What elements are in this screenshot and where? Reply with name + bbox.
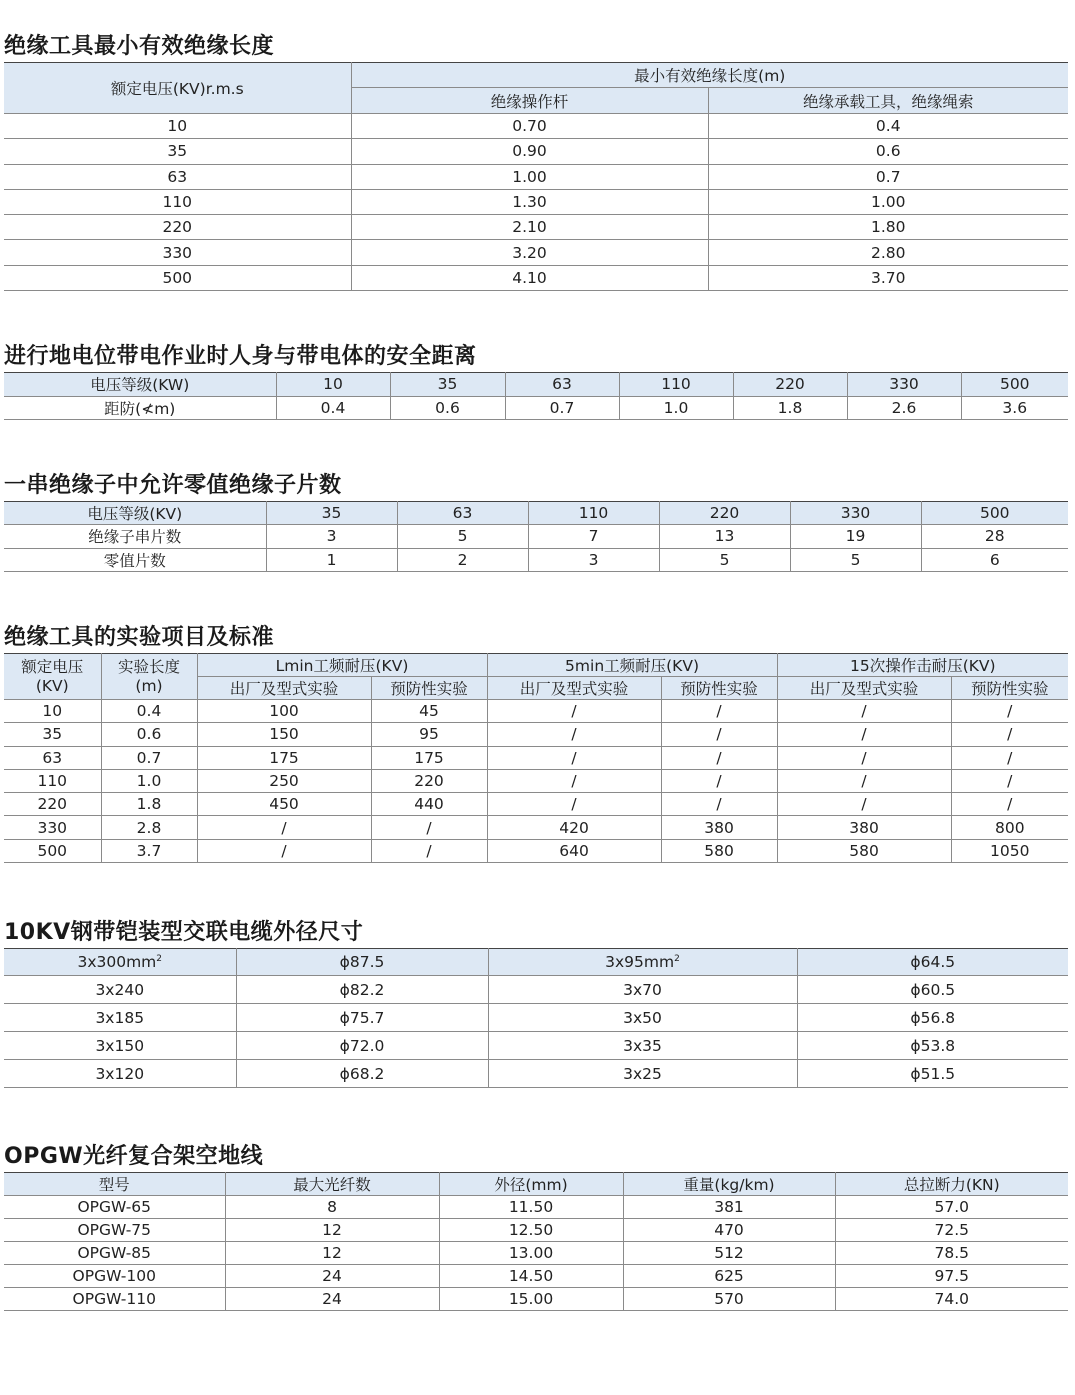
header-preventive-test: 预防性实验 — [371, 677, 487, 700]
table-cell: ϕ56.8 — [797, 1004, 1068, 1032]
table-cell: 1.8 — [733, 396, 847, 420]
table-cell: 330 — [4, 816, 101, 839]
table-cell: 总拉断力(KN) — [835, 1173, 1068, 1196]
section-min-insulation-length — [4, 32, 1068, 291]
table-cell: 500 — [961, 373, 1068, 397]
table-cell: 5 — [790, 548, 921, 571]
table-cell: 97.5 — [835, 1265, 1068, 1288]
table-row — [4, 114, 1068, 139]
table-cell: 1.8 — [101, 793, 197, 816]
table-cell: / — [661, 700, 777, 723]
min-insulation-length-table — [4, 62, 1068, 291]
table-body — [4, 976, 1068, 1088]
table-row — [4, 1060, 1068, 1088]
table-cell: 450 — [197, 793, 371, 816]
table-cell: 63 — [397, 502, 528, 525]
table-cell: 220 — [4, 215, 351, 240]
header-preventive-test: 预防性实验 — [661, 677, 777, 700]
section-title: 绝缘工具的实验项目及标准 — [4, 625, 275, 650]
section-title: 10KV钢带铠装型交联电缆外径尺寸 — [4, 920, 364, 945]
header-test-length-line2: (m) — [135, 676, 163, 695]
table-cell: / — [197, 816, 371, 839]
table-cell: 11.50 — [439, 1196, 623, 1219]
table-cell: / — [197, 839, 371, 862]
table-cell: 电压等级(KW) — [4, 373, 276, 397]
header-size-b-text: 3x95mm — [605, 953, 675, 971]
table-cell: 330 — [790, 502, 921, 525]
header-load-tools: 绝缘承载工具，绝缘绳索 — [708, 88, 1068, 114]
table-cell: ϕ53.8 — [797, 1032, 1068, 1060]
header-5min-power-frequency: 5min工频耐压(KV) — [487, 654, 777, 677]
table-cell: 420 — [487, 816, 661, 839]
table-cell: / — [371, 816, 487, 839]
table-cell: 380 — [777, 816, 951, 839]
header-factory-test: 出厂及型式实验 — [777, 677, 951, 700]
table-cell: / — [951, 793, 1068, 816]
table-row — [4, 839, 1068, 862]
table-cell: OPGW-110 — [4, 1288, 225, 1311]
table-cell: 电压等级(KV) — [4, 502, 266, 525]
table-cell: 625 — [623, 1265, 835, 1288]
table-cell: 3x150 — [4, 1032, 236, 1060]
table-cell: 13 — [659, 525, 790, 548]
table-cell: 5 — [397, 525, 528, 548]
table-cell: 12 — [225, 1219, 439, 1242]
header-rated-voltage — [4, 654, 101, 700]
table-cell: 220 — [733, 373, 847, 397]
header-size-b — [488, 949, 797, 976]
section-title: 绝缘工具最小有效绝缘长度 — [4, 34, 275, 59]
header-min-length: 最小有效绝缘长度(m) — [351, 63, 1068, 88]
table-cell: 3x50 — [488, 1004, 797, 1032]
header-diameter-b: ϕ64.5 — [797, 949, 1068, 976]
table-cell: 4.10 — [351, 265, 708, 290]
table-cell: 330 — [847, 373, 961, 397]
section-insulation-tool-tests — [4, 623, 1068, 863]
table-cell: 570 — [623, 1288, 835, 1311]
table-cell: 13.00 — [439, 1242, 623, 1265]
table-row — [4, 1219, 1068, 1242]
table-cell: 110 — [619, 373, 733, 397]
table-cell: 0.90 — [351, 139, 708, 164]
table-cell: ϕ60.5 — [797, 976, 1068, 1004]
table-cell: 10 — [4, 114, 351, 139]
section-zero-value-insulators — [4, 471, 1068, 572]
table-cell: 3.70 — [708, 265, 1068, 290]
table-row — [4, 265, 1068, 290]
section-title: 一串绝缘子中允许零值绝缘子片数 — [4, 473, 342, 498]
table-cell: 12.50 — [439, 1219, 623, 1242]
table-cell: 14.50 — [439, 1265, 623, 1288]
table-cell: 0.4 — [708, 114, 1068, 139]
table-cell: 型号 — [4, 1173, 225, 1196]
table-cell: 3x35 — [488, 1032, 797, 1060]
table-cell: 1.00 — [351, 164, 708, 189]
table-row — [4, 548, 1068, 571]
table-cell: 重量(kg/km) — [623, 1173, 835, 1196]
table-cell: 220 — [659, 502, 790, 525]
table-row — [4, 1288, 1068, 1311]
insulation-tool-tests-table — [4, 653, 1068, 863]
table-cell: 110 — [4, 769, 101, 792]
table-cell: 2.10 — [351, 215, 708, 240]
section-cable-outer-diameter — [4, 918, 1068, 1088]
table-cell: 0.7 — [708, 164, 1068, 189]
table-cell: 24 — [225, 1265, 439, 1288]
table-cell: 3x25 — [488, 1060, 797, 1088]
table-cell: 1.0 — [619, 396, 733, 420]
table-cell: 150 — [197, 723, 371, 746]
table-row — [4, 525, 1068, 548]
table-cell: 35 — [4, 723, 101, 746]
table-cell: 640 — [487, 839, 661, 862]
table-cell: 12 — [225, 1242, 439, 1265]
safety-distance-table — [4, 372, 1068, 420]
header-factory-test: 出厂及型式实验 — [487, 677, 661, 700]
header-size-a-text: 3x300mm — [77, 953, 157, 971]
table-cell: 175 — [197, 746, 371, 769]
table-cell: OPGW-100 — [4, 1265, 225, 1288]
table-cell: 1 — [266, 548, 397, 571]
superscript: 2 — [674, 954, 680, 964]
table-cell: 1.00 — [708, 189, 1068, 214]
table-row — [4, 793, 1068, 816]
table-cell: 3x240 — [4, 976, 236, 1004]
table-cell: 175 — [371, 746, 487, 769]
table-row — [4, 164, 1068, 189]
table-cell: 0.4 — [276, 396, 390, 420]
table-cell: 800 — [951, 816, 1068, 839]
table-cell: 2.8 — [101, 816, 197, 839]
section-opgw — [4, 1142, 1068, 1311]
table-cell: 35 — [4, 139, 351, 164]
table-row — [4, 1242, 1068, 1265]
table-cell: 220 — [4, 793, 101, 816]
table-cell: / — [487, 723, 661, 746]
table-cell: 3.7 — [101, 839, 197, 862]
table-cell: / — [661, 769, 777, 792]
table-cell: 3x185 — [4, 1004, 236, 1032]
table-cell: 2.6 — [847, 396, 961, 420]
table-cell: OPGW-65 — [4, 1196, 225, 1219]
table-cell: 1.30 — [351, 189, 708, 214]
table-cell: / — [487, 700, 661, 723]
header-test-length-line1: 实验长度 — [117, 657, 180, 676]
table-cell: 3.20 — [351, 240, 708, 265]
table-row — [4, 769, 1068, 792]
table-cell: 7 — [528, 525, 659, 548]
table-cell: 220 — [371, 769, 487, 792]
table-row — [4, 139, 1068, 164]
table-cell: OPGW-75 — [4, 1219, 225, 1242]
table-row — [4, 700, 1068, 723]
table-cell: / — [951, 723, 1068, 746]
table-cell: 440 — [371, 793, 487, 816]
table-cell: 45 — [371, 700, 487, 723]
table-cell: OPGW-85 — [4, 1242, 225, 1265]
table-cell: 72.5 — [835, 1219, 1068, 1242]
table-row — [4, 1004, 1068, 1032]
table-cell: / — [661, 746, 777, 769]
table-cell: 10 — [4, 700, 101, 723]
table-cell: 35 — [390, 373, 505, 397]
table-cell: 0.6 — [101, 723, 197, 746]
header-factory-test: 出厂及型式实验 — [197, 677, 371, 700]
table-row — [4, 502, 1068, 525]
header-rated-voltage-line1: 额定电压 — [21, 657, 84, 676]
header-15x-switching-impulse: 15次操作击耐压(KV) — [777, 654, 1068, 677]
table-row — [4, 373, 1068, 397]
table-cell: 0.6 — [390, 396, 505, 420]
header-diameter-a: ϕ87.5 — [236, 949, 488, 976]
table-row — [4, 1265, 1068, 1288]
table-row — [4, 189, 1068, 214]
table-body — [4, 114, 1068, 291]
table-row — [4, 746, 1068, 769]
header-insulating-rod: 绝缘操作杆 — [351, 88, 708, 114]
table-cell: 5 — [659, 548, 790, 571]
table-cell: 63 — [4, 746, 101, 769]
table-cell: 74.0 — [835, 1288, 1068, 1311]
opgw-table — [4, 1172, 1068, 1311]
table-row — [4, 1196, 1068, 1219]
section-title: OPGW光纤复合架空地线 — [4, 1144, 264, 1169]
table-cell: 500 — [921, 502, 1068, 525]
table-cell: 110 — [4, 189, 351, 214]
table-cell: / — [777, 793, 951, 816]
section-title: 进行地电位带电作业时人身与带电体的安全距离 — [4, 344, 477, 369]
table-cell: 500 — [4, 839, 101, 862]
table-cell: / — [777, 769, 951, 792]
table-cell: ϕ75.7 — [236, 1004, 488, 1032]
table-cell: 2.80 — [708, 240, 1068, 265]
table-cell: 0.6 — [708, 139, 1068, 164]
table-body — [4, 373, 1068, 420]
table-row — [4, 215, 1068, 240]
table-cell: 3x70 — [488, 976, 797, 1004]
table-cell: ϕ51.5 — [797, 1060, 1068, 1088]
table-cell: 63 — [505, 373, 619, 397]
table-cell: 24 — [225, 1288, 439, 1311]
table-cell: / — [661, 793, 777, 816]
table-cell: 57.0 — [835, 1196, 1068, 1219]
table-cell: 1050 — [951, 839, 1068, 862]
table-cell: 28 — [921, 525, 1068, 548]
table-cell: 470 — [623, 1219, 835, 1242]
table-cell: / — [777, 700, 951, 723]
table-cell: 15.00 — [439, 1288, 623, 1311]
table-body — [4, 502, 1068, 572]
table-cell: 35 — [266, 502, 397, 525]
header-size-a — [4, 949, 236, 976]
table-cell: / — [487, 769, 661, 792]
table-cell: 100 — [197, 700, 371, 723]
zero-value-insulators-table — [4, 501, 1068, 572]
header-preventive-test: 预防性实验 — [951, 677, 1068, 700]
header-voltage: 额定电压(KV)r.m.s — [4, 63, 351, 114]
table-cell: 0.4 — [101, 700, 197, 723]
table-cell: 19 — [790, 525, 921, 548]
table-cell: 零值片数 — [4, 548, 266, 571]
table-row — [4, 816, 1068, 839]
table-cell: ϕ72.0 — [236, 1032, 488, 1060]
table-cell: ϕ82.2 — [236, 976, 488, 1004]
table-row — [4, 723, 1068, 746]
table-cell: 1.80 — [708, 215, 1068, 240]
table-cell: / — [371, 839, 487, 862]
table-cell: / — [487, 793, 661, 816]
table-cell: 0.70 — [351, 114, 708, 139]
section-safety-distance — [4, 342, 1068, 420]
table-row — [4, 976, 1068, 1004]
table-cell: / — [777, 746, 951, 769]
table-cell: 380 — [661, 816, 777, 839]
table-cell: / — [661, 723, 777, 746]
table-cell: 500 — [4, 265, 351, 290]
table-body — [4, 700, 1068, 863]
table-cell: 580 — [777, 839, 951, 862]
table-cell: / — [487, 746, 661, 769]
table-cell: 10 — [276, 373, 390, 397]
table-cell: 381 — [623, 1196, 835, 1219]
table-cell: 330 — [4, 240, 351, 265]
table-cell: 78.5 — [835, 1242, 1068, 1265]
table-cell: 6 — [921, 548, 1068, 571]
table-cell: 63 — [4, 164, 351, 189]
table-cell: 3 — [266, 525, 397, 548]
table-cell: 110 — [528, 502, 659, 525]
table-cell: / — [951, 769, 1068, 792]
table-cell: 3x120 — [4, 1060, 236, 1088]
header-rated-voltage-line2: (KV) — [35, 676, 69, 695]
header-lmin-power-frequency: Lmin工频耐压(KV) — [197, 654, 487, 677]
table-cell: 2 — [397, 548, 528, 571]
table-cell: 绝缘子串片数 — [4, 525, 266, 548]
table-cell: 距防(≮m) — [4, 396, 276, 420]
table-cell: 外径(mm) — [439, 1173, 623, 1196]
table-cell: 95 — [371, 723, 487, 746]
table-cell: 3 — [528, 548, 659, 571]
table-cell: / — [951, 700, 1068, 723]
table-row — [4, 1032, 1068, 1060]
cable-outer-diameter-table — [4, 948, 1068, 1088]
table-row — [4, 1173, 1068, 1196]
table-cell: 0.7 — [505, 396, 619, 420]
table-cell: 1.0 — [101, 769, 197, 792]
table-cell: / — [777, 723, 951, 746]
table-row — [4, 240, 1068, 265]
table-cell: 250 — [197, 769, 371, 792]
header-test-length — [101, 654, 197, 700]
superscript: 2 — [156, 954, 163, 964]
table-cell: 512 — [623, 1242, 835, 1265]
table-cell: 最大光纤数 — [225, 1173, 439, 1196]
table-row — [4, 396, 1068, 420]
table-body — [4, 1173, 1068, 1311]
table-cell: 8 — [225, 1196, 439, 1219]
table-cell: ϕ68.2 — [236, 1060, 488, 1088]
table-cell: 580 — [661, 839, 777, 862]
table-cell: 3.6 — [961, 396, 1068, 420]
table-cell: / — [951, 746, 1068, 769]
table-cell: 0.7 — [101, 746, 197, 769]
